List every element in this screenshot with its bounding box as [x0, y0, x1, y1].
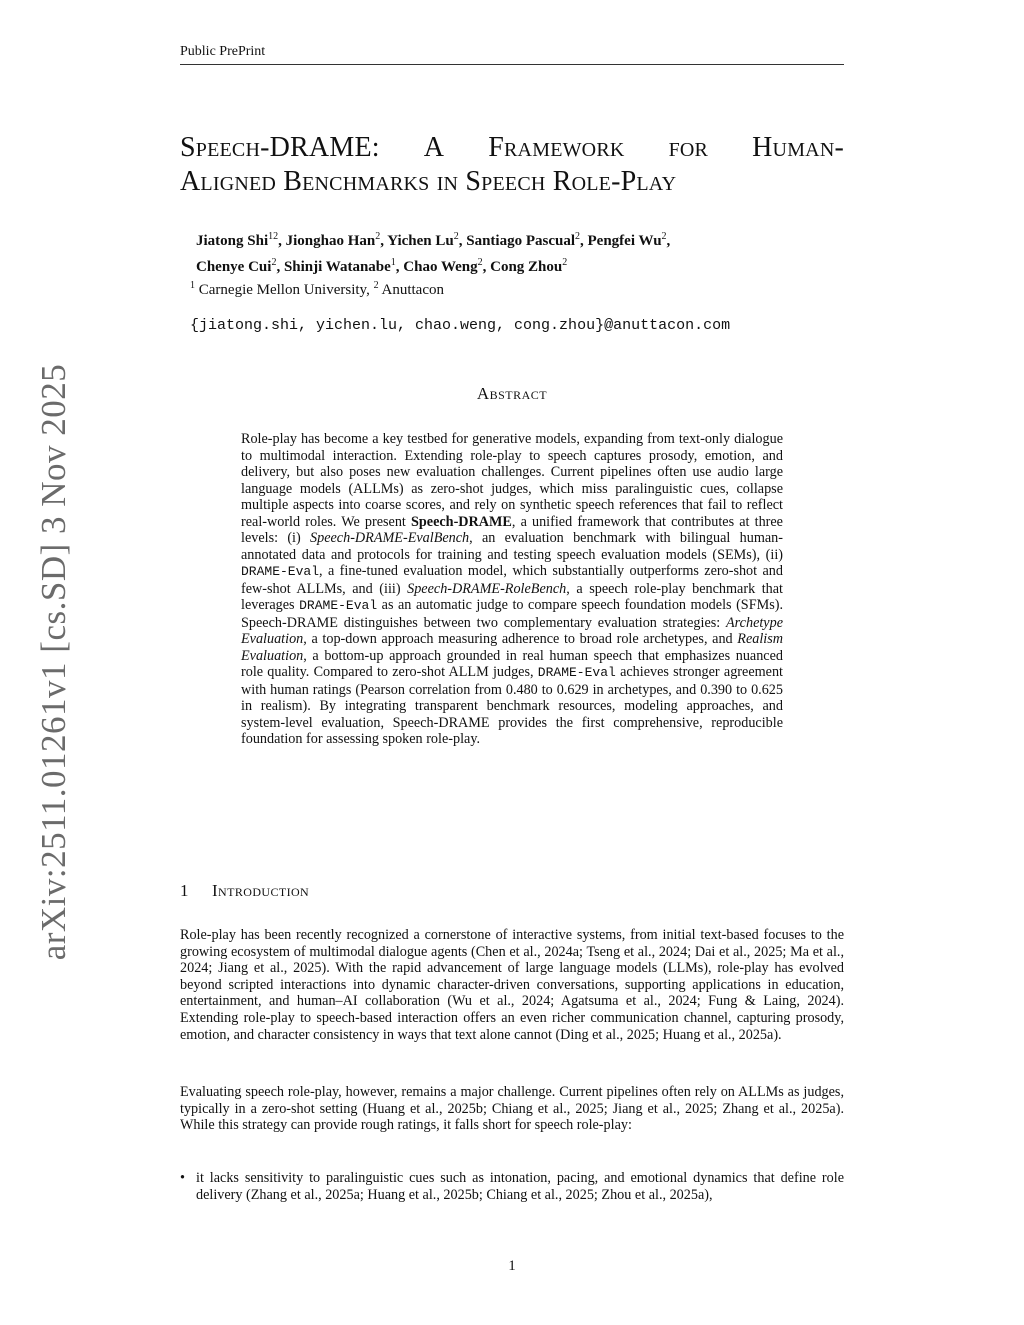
section-number: 1 — [180, 881, 189, 900]
author-name: Jiatong Shi — [196, 233, 269, 249]
section-heading-introduction — [180, 881, 309, 901]
title-word: Human- — [752, 132, 844, 163]
model-name: DRAME-Eval — [299, 598, 378, 613]
abstract-text: , a bottom-up approach grounded in real human speech that emphasizes nuanced role quality. Compared to zero-shot ALLM judges, — [241, 647, 783, 680]
abstract-text: Role-play has become a key testbed for generative models, expanding from text-only dialogue to multimodal interaction. Extending role-play to speech captures prosody, emotion, and delivery, but also poses new evaluation challenges. Current pipelines often use audio large language models (ALLMs) as zero-shot judges, which miss paralinguistic cues, collapse multiple aspects into coarse scores, and rely on synthetic speech references that fail to reflect real-world roles. We present — [241, 431, 783, 530]
realism-evaluation-term: Realism Evaluation — [241, 631, 783, 664]
abstract-text: achieves stronger agreement with human ratings (Pearson correlation from 0.480 to 0.629 in archetypes, and 0.390 to 0.625 in realism). By integrating transparent benchmark resources, modeling approaches, and system-level evaluation, Speech-DRAME provides the first comprehensive, reproducible foundation for assessing spoken role-play. — [241, 664, 783, 747]
abstract-body — [241, 431, 783, 748]
author-name: Yichen Lu — [387, 233, 454, 249]
bullet-icon: • — [180, 1170, 185, 1186]
archetype-evaluation-term: Archetype Evaluation — [241, 614, 783, 647]
author-affiliation-mark: 12 — [268, 231, 279, 242]
bullet-item — [180, 1170, 844, 1203]
author-affiliation-mark: 2 — [661, 231, 667, 242]
author-affiliation-mark: 2 — [477, 257, 483, 268]
title-word: Framework — [488, 132, 625, 163]
author-name: Jionghao Han — [285, 233, 376, 249]
abstract-text: , an evaluation benchmark with bilingual human-annotated data and protocols for training and testing speech evaluation models (SEMs), (ii) — [241, 530, 783, 563]
author-name: Chao Weng — [403, 259, 478, 275]
page-number: 1 — [508, 1258, 516, 1274]
author-affiliation-mark: 2 — [453, 231, 459, 242]
title-line-1 — [180, 131, 844, 165]
author-name: Shinji Watanabe — [283, 259, 391, 275]
affiliation-name: Carnegie Mellon University, — [198, 282, 370, 298]
title-word: Speech-DRAME: — [180, 132, 380, 163]
framework-name: Speech-DRAME — [411, 513, 512, 530]
arxiv-identifier-stamp: arXiv:2511.01261v1 [cs.SD] 3 Nov 2025 — [34, 363, 73, 961]
model-name: DRAME-Eval — [241, 564, 320, 579]
author-name: Cong Zhou — [490, 259, 563, 275]
abstract-text: , a fine-tuned evaluation model, which substantially outperforms zero-shot and few-shot ALLMs, and (iii) — [241, 563, 783, 597]
abstract-text: as an automatic judge to compare speech foundation models (SFMs). Speech-DRAME distinguishes between two complementary evaluation strategies: — [241, 597, 783, 631]
affiliation-mark: 1 — [190, 280, 195, 291]
author-emails: {jiatong.shi, yichen.lu, chao.weng, cong.zhou}@anuttacon.com — [190, 317, 731, 334]
author-affiliation-mark: 1 — [390, 257, 396, 268]
affiliation-mark: 2 — [373, 280, 379, 291]
affiliation-name: Anuttacon — [381, 282, 444, 298]
section-title: Introduction — [212, 881, 310, 900]
bullet-text: it lacks sensitivity to paralinguistic cues such as intonation, pacing, and emotional dynamics that define role delivery (Zhang et al., 2025a; Huang et al., 2025b; Chiang et al., 2025; Zhou et al., 2025a), — [196, 1170, 844, 1203]
author-affiliation-mark: 2 — [575, 231, 580, 242]
author-affiliation-mark: 2 — [562, 257, 568, 268]
author-name: Chenye Cui — [196, 259, 272, 275]
running-head: Public PrePrint — [180, 44, 844, 65]
model-name: DRAME-Eval — [537, 665, 616, 680]
title-word: A — [423, 132, 445, 163]
author-name: Pengfei Wu — [587, 233, 662, 249]
title-line-2: Aligned Benchmarks in Speech Role-Play — [180, 166, 677, 197]
abstract-text: , a speech role-play benchmark that leverages — [241, 580, 783, 613]
abstract-heading: Abstract — [476, 384, 548, 403]
title-word: for — [668, 132, 709, 163]
author-name: Santiago Pascual — [466, 233, 575, 249]
author-affiliation-mark: 2 — [271, 257, 277, 268]
intro-paragraph-1: Role-play has been recently recognized a cornerstone of interactive systems, from initial text-based focuses to the growing ecosystem of multimodal dialogue agents (Chen et al., 2024a; Tseng et al., 2024; Dai et al., 2025; Ma et al., 2024; Jiang et al., 2025). With the rapid advancement of large language models (LLMs), role-play has evolved beyond scripted interactions into dynamic character-driven conversations, supporting applications in education, entertainment, and human–AI collaboration (Wu et al., 2024; Agatsuma et al., 2024; Fung & Laing, 2024). Extending role-play to speech-based interaction offers an even richer communication channel, capturing prosody, emotion, and character consistency in ways that text alone cannot (Ding et al., 2025; Huang et al., 2025a). — [180, 927, 844, 1043]
paper-title — [180, 131, 844, 199]
rolebench-name: Speech-DRAME-RoleBench — [407, 580, 567, 597]
author-list: Jiatong Shi$^{12}$, Jionghao Han$^2$, Yichen Lu$^2$, Santiago Pascual$^2$, Pengfei Wu$^2$, Chenye Cui$^2$, Shinji Watanabe$^1$, Chao Weng$^2$, Cong Zhou$^2$ — [196, 231, 671, 275]
evalbench-name: Speech-DRAME-EvalBench — [310, 530, 470, 546]
author-affiliation-mark: 2 — [375, 231, 381, 242]
abstract-text: , a unified framework that contributes at three levels: (i) — [241, 513, 783, 546]
affiliations — [190, 280, 444, 299]
abstract-text: , a top-down approach measuring adherence to broad role archetypes, and — [303, 631, 738, 647]
intro-paragraph-2: Evaluating speech role-play, however, remains a major challenge. Current pipelines often rely on ALLMs as judges, typically in a zero-shot setting (Huang et al., 2025b; Chiang et al., 2025; Jiang et al., 2025; Zhang et al., 2025a). While this strategy can provide rough ratings, it falls short for speech role-play: — [180, 1084, 844, 1134]
